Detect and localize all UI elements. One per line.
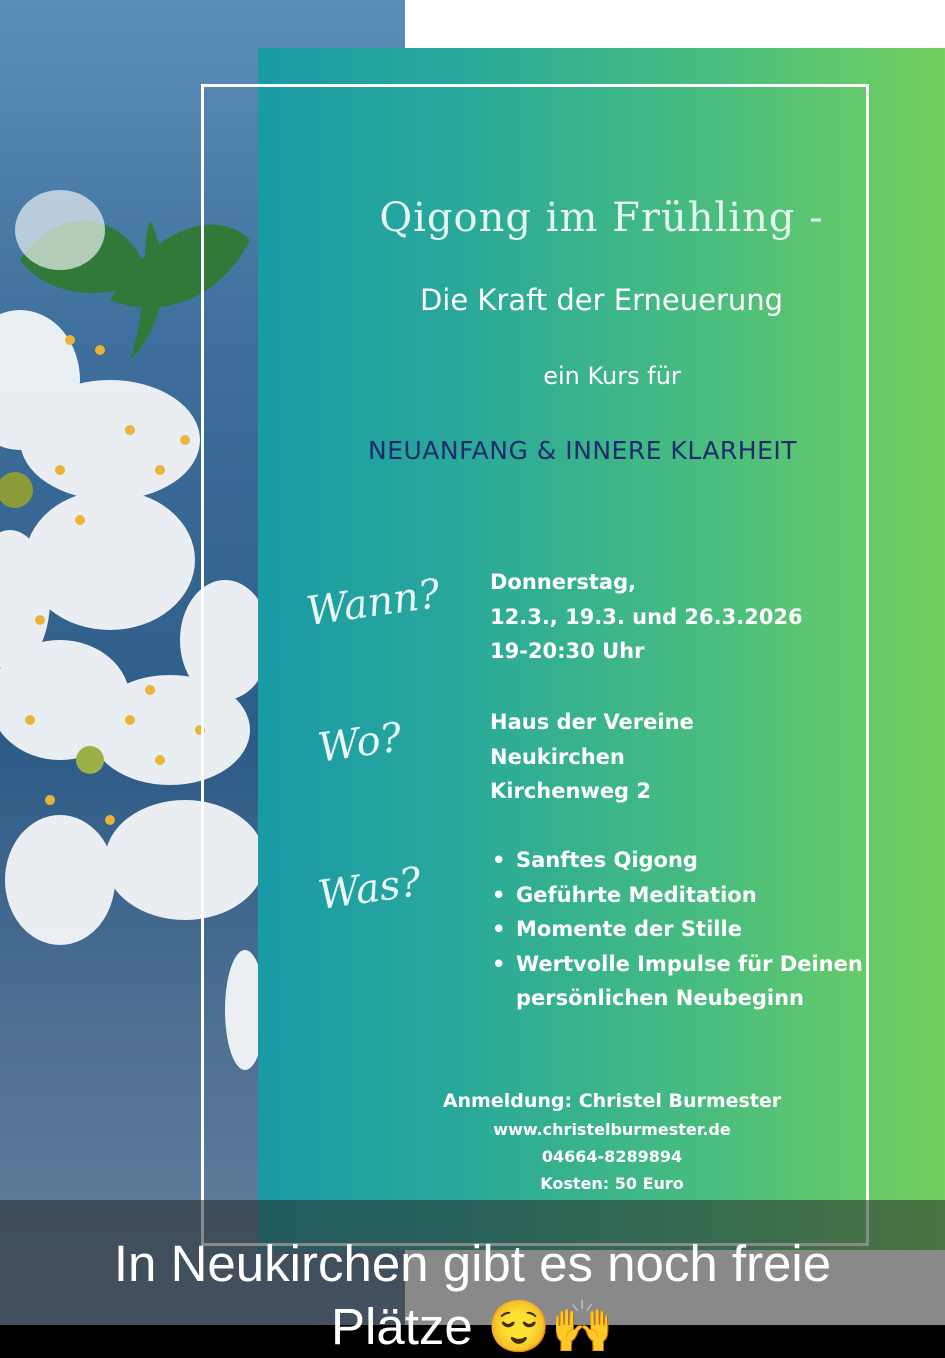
cost-text: Kosten: 50 Euro — [540, 1174, 684, 1193]
phone-number[interactable]: 04664-8289894 — [541, 1147, 683, 1166]
was-heading: Was? — [315, 859, 425, 919]
wo-line: Haus der Vereine — [490, 710, 694, 734]
course-intro: ein Kurs für — [543, 362, 681, 390]
was-list — [490, 843, 896, 1016]
wo-heading: Wo? — [315, 714, 405, 772]
list-item: • Sanftes Qigong — [490, 843, 896, 878]
wo-line: Neukirchen — [490, 744, 625, 769]
caption-line-2: Plätze 😌🙌 — [331, 1298, 614, 1355]
wann-line: 12.3., 19.3. und 26.3.2026 — [490, 604, 803, 629]
wann-line: Donnerstag, — [490, 570, 637, 594]
list-item: • Momente der Stille — [490, 912, 896, 947]
course-highlight: NEUANFANG & INNERE KLARHEIT — [368, 436, 798, 465]
status-caption — [0, 1232, 945, 1358]
wo-line: Kirchenweg 2 — [490, 779, 652, 803]
caption-line-1: In Neukirchen gibt es noch freie — [113, 1235, 832, 1292]
wann-details — [490, 565, 803, 669]
website-link[interactable]: www.christelburmester.de — [493, 1120, 731, 1139]
wo-details — [490, 705, 694, 809]
list-item: • Geführte Meditation — [490, 878, 896, 913]
wann-heading: Wann? — [303, 570, 443, 636]
contact-block — [258, 1086, 945, 1197]
registration-text: Anmeldung: Christel Burmester — [442, 1090, 782, 1112]
wann-line: 19-20:30 Uhr — [490, 639, 645, 663]
list-item: • Wertvolle Impulse für Deinen persönlichen Neubeginn — [490, 947, 896, 1016]
flyer-subtitle: Die Kraft der Erneuerung — [419, 283, 784, 317]
flyer-title: Qigong im Frühling - — [379, 195, 824, 241]
